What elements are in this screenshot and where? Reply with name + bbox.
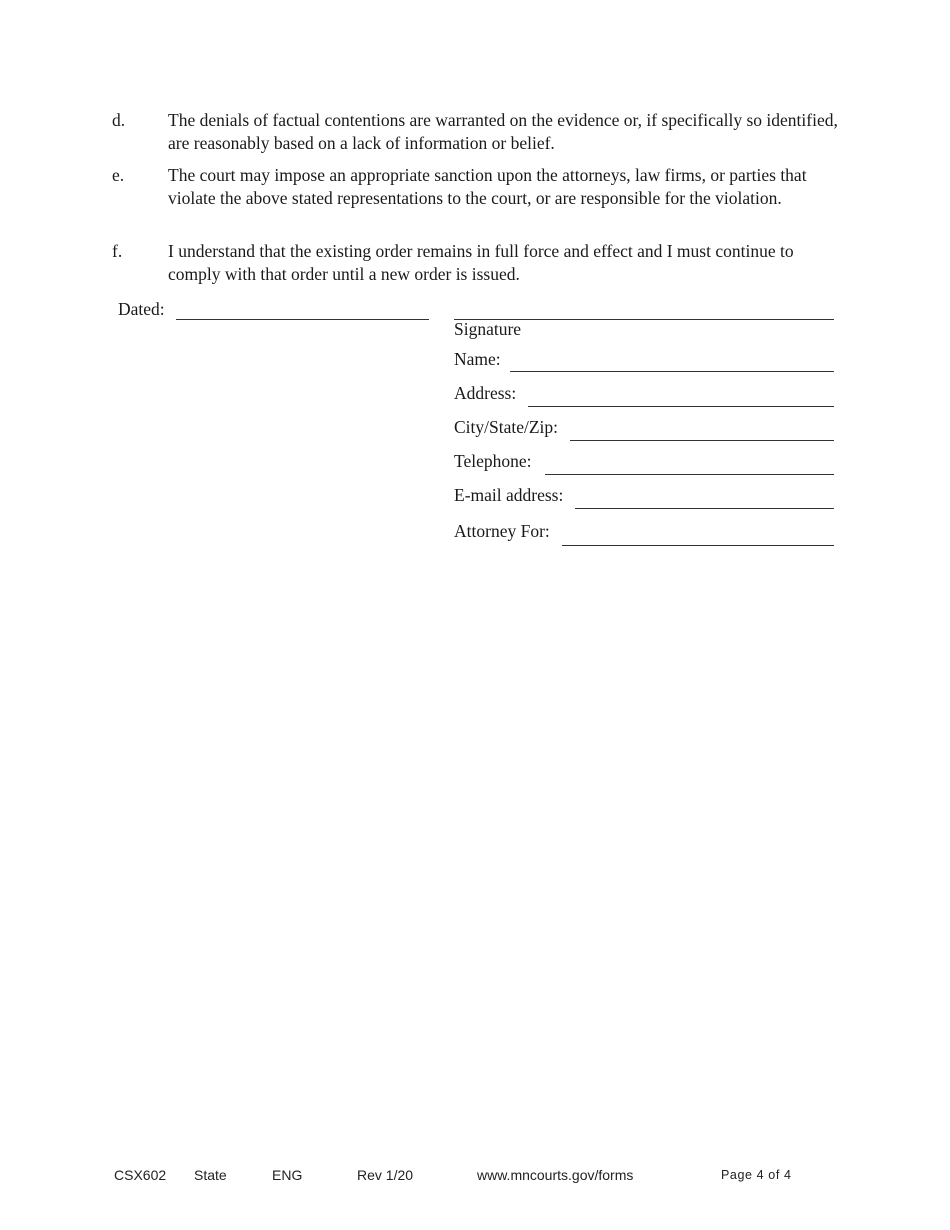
item-text: The denials of factual contentions are warranted on the evidence or, if specifically so identified, are reasonably based on a lack of information or belief. <box>168 110 838 153</box>
city-state-zip-field[interactable] <box>570 440 834 441</box>
telephone-label: Telephone: <box>454 451 532 471</box>
name-field[interactable] <box>510 371 834 372</box>
footer-form-code: CSX602 <box>114 1167 167 1183</box>
attorney-for-field[interactable] <box>562 545 834 546</box>
item-letter: e. <box>112 165 125 185</box>
item-e <box>112 164 842 209</box>
telephone-field[interactable] <box>545 474 834 475</box>
item-letter: d. <box>112 110 126 130</box>
dated-label: Dated: <box>118 299 165 319</box>
name-label: Name: <box>454 349 501 369</box>
footer-page-number: Page 4 of 4 <box>721 1168 792 1182</box>
dated-field[interactable] <box>176 319 429 320</box>
attorney-for-label: Attorney For: <box>454 521 550 541</box>
footer-url[interactable]: www.mncourts.gov/forms <box>477 1167 634 1183</box>
email-field[interactable] <box>575 508 834 509</box>
city-state-zip-label: City/State/Zip: <box>454 417 559 437</box>
address-field[interactable] <box>528 406 834 407</box>
footer-revision: Rev 1/20 <box>357 1167 414 1183</box>
item-letter: f. <box>112 241 123 261</box>
email-label: E-mail address: <box>454 485 564 505</box>
signature-label: Signature <box>454 319 522 339</box>
item-text: I understand that the existing order remains in full force and effect and I must continue to comply with that order until a new order is issued. <box>168 241 794 284</box>
item-d <box>112 109 842 154</box>
item-text: The court may impose an appropriate sanction upon the attorneys, law firms, or parties that violate the above stated representations to the court, or are responsible for the violation. <box>168 165 807 208</box>
footer-scope: State <box>194 1167 227 1183</box>
item-f <box>112 240 842 285</box>
address-label: Address: <box>454 383 517 403</box>
footer-language: ENG <box>272 1167 303 1183</box>
